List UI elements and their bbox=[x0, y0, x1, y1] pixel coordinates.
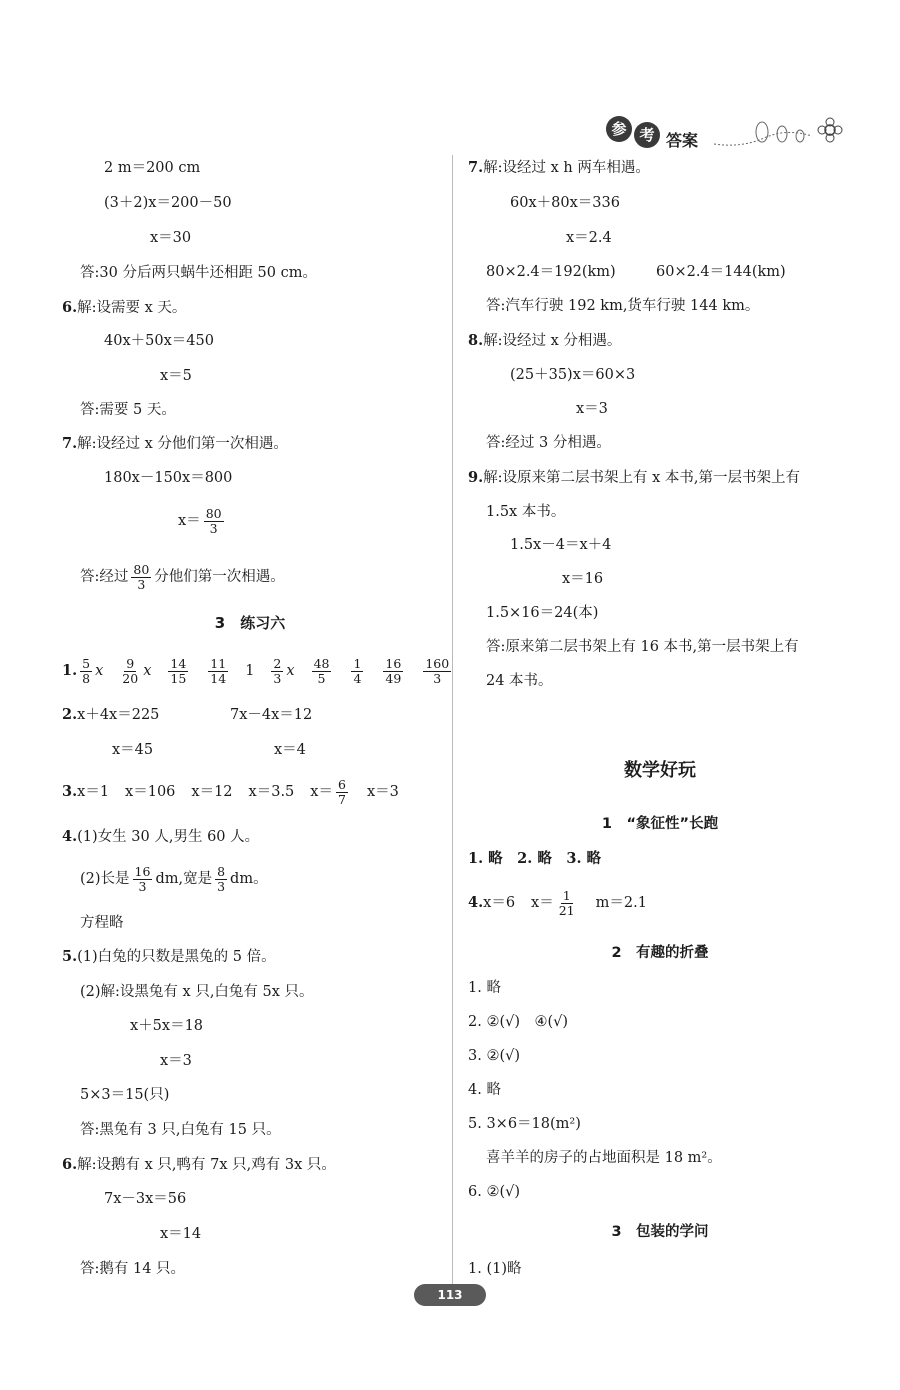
answer-line: 答:原来第二层书架上有 16 本书,第一层书架上有 bbox=[486, 639, 799, 655]
answer-line: 答:经过 $\frac{80}{3}$ 分他们第一次相遇。 bbox=[80, 561, 285, 592]
fraction: $\frac{16}{3}$ bbox=[134, 863, 151, 894]
chapter-title: 数学好玩 bbox=[624, 760, 696, 781]
problem-7: 7.解:设经过 x 分他们第一次相遇。 bbox=[62, 435, 288, 452]
problem-number: 8. bbox=[468, 332, 484, 349]
fraction: $\frac{1}{21}$ bbox=[558, 887, 575, 918]
answer-line: x＝5 bbox=[160, 368, 192, 384]
section-title: 3 包装的学问 bbox=[611, 1224, 709, 1240]
section-title: 3 练习六 bbox=[214, 614, 286, 632]
answer-line: 24 本书。 bbox=[486, 673, 553, 689]
problem-number: 3. bbox=[62, 783, 78, 800]
answer-line: 答:经过 3 分相遇。 bbox=[486, 435, 611, 451]
answer-line: 40x＋50x＝450 bbox=[104, 333, 214, 349]
fraction: $\frac{80}{3}$ bbox=[205, 505, 222, 536]
problem-6: 6.解:设需要 x 天。 bbox=[62, 299, 187, 316]
answer-line: 答:鹅有 14 只。 bbox=[80, 1261, 186, 1277]
answer-line: 4. 略 bbox=[468, 1082, 501, 1098]
page-number: 113 bbox=[414, 1284, 486, 1306]
answer-line: x＝45 bbox=[112, 742, 154, 758]
answer-line: 1. 略 bbox=[468, 980, 501, 996]
answer-line: 7x－3x＝56 bbox=[104, 1191, 187, 1207]
answer-line: 3. ②(√) bbox=[468, 1048, 520, 1064]
fraction: $\frac{6}{7}$ bbox=[337, 776, 346, 807]
problem-9-right: 9.解:设原来第二层书架上有 x 本书,第一层书架上有 bbox=[468, 469, 801, 486]
answer-line: 答:汽车行驶 192 km,货车行驶 144 km。 bbox=[486, 298, 760, 314]
header-badge-2: 考 bbox=[634, 122, 660, 148]
problem-number: 2. bbox=[62, 706, 78, 723]
answer-line: (25＋35)x＝60×3 bbox=[510, 367, 636, 383]
fraction: $\frac{1}{4}$ bbox=[353, 655, 362, 686]
problem-number: 6. bbox=[62, 299, 78, 316]
answer-line: 80×2.4＝192(km) bbox=[486, 264, 616, 280]
answer-line: 1. (1)略 bbox=[468, 1261, 522, 1277]
answer-line: 60×2.4＝144(km) bbox=[656, 264, 786, 280]
problem-number: 4. bbox=[62, 828, 78, 845]
answer-line: 方程略 bbox=[80, 915, 124, 931]
problem-4: 4.(1)女生 30 人,男生 60 人。 bbox=[62, 828, 260, 845]
problem-number: 1. bbox=[62, 662, 78, 679]
problem-number: 9. bbox=[468, 469, 484, 486]
header-badge-1: 参 bbox=[606, 116, 632, 142]
answer-line: 1. 略 2. 略 3. 略 bbox=[468, 850, 602, 867]
section-title: 1 “象征性”长跑 bbox=[601, 816, 719, 832]
answer-line: 喜羊羊的房子的占地面积是 18 m²。 bbox=[486, 1150, 722, 1166]
header-title: 答案 bbox=[666, 131, 699, 150]
problem-number: 5. bbox=[62, 948, 78, 965]
answer-line: x＝ $\frac{80}{3}$ bbox=[178, 505, 222, 536]
answer-line: x＝30 bbox=[150, 230, 192, 246]
fraction: $\frac{2}{3}$ x bbox=[273, 655, 295, 686]
fraction: $\frac{48}{5}$ bbox=[313, 655, 330, 686]
answer-line: 5×3＝15(只) bbox=[80, 1087, 170, 1103]
section-title: 2 有趣的折叠 bbox=[611, 945, 709, 961]
answer-line: x＝16 bbox=[562, 571, 604, 587]
answer-line: 6. ②(√) bbox=[468, 1184, 520, 1200]
problem-3-row: 3.x＝1 x＝106 x＝12 x＝3.5 x＝ $\frac{6}{7}$ x＝3 bbox=[62, 776, 399, 807]
answer-line: 4.x＝6 x＝ $\frac{1}{21}$ m＝2.1 bbox=[468, 887, 647, 918]
fraction: $\frac{8}{3}$ bbox=[217, 863, 226, 894]
fraction: $\frac{5}{8}$ x bbox=[82, 655, 104, 686]
answer-line: 1.5×16＝24(本) bbox=[486, 605, 599, 621]
answer-line: 答:30 分后两只蜗牛还相距 50 cm。 bbox=[80, 265, 317, 281]
answer-line: x＝2.4 bbox=[566, 230, 612, 246]
answer-line: 5. 3×6＝18(m²) bbox=[468, 1116, 581, 1132]
problem-6b: 6.解:设鹅有 x 只,鸭有 7x 只,鸡有 3x 只。 bbox=[62, 1156, 336, 1173]
answer-line: 180x－150x＝800 bbox=[104, 470, 233, 486]
answer-line: (3＋2)x＝200－50 bbox=[104, 195, 232, 211]
flower-decoration-icon bbox=[712, 116, 848, 150]
problem-2-row: 2.x＋4x＝225 bbox=[62, 706, 160, 723]
answer-line: x＝4 bbox=[274, 742, 306, 758]
answer-line: 1.5x－4＝x＋4 bbox=[510, 537, 612, 553]
answer-line: x＝14 bbox=[160, 1226, 202, 1242]
fraction: $\frac{14}{15}$ bbox=[170, 655, 187, 686]
answer-line: 2. ②(√) ④(√) bbox=[468, 1014, 569, 1030]
answer-line: x＋5x＝18 bbox=[130, 1018, 204, 1034]
fraction: $\frac{11}{14}$ bbox=[210, 655, 227, 686]
fraction: $\frac{16}{49}$ bbox=[385, 655, 402, 686]
answer-line: (2)解:设黑兔有 x 只,白兔有 5x 只。 bbox=[80, 984, 314, 1000]
fraction: $\frac{9}{20}$ x bbox=[122, 655, 152, 686]
answer-line: 答:黑兔有 3 只,白兔有 15 只。 bbox=[80, 1122, 281, 1138]
problem-1-row bbox=[62, 654, 468, 688]
problem-5: 5.(1)白兔的只数是黑兔的 5 倍。 bbox=[62, 948, 276, 965]
problem-number: 7. bbox=[62, 435, 78, 452]
answer-line: x＝3 bbox=[160, 1053, 192, 1069]
answer-line: 60x＋80x＝336 bbox=[510, 195, 620, 211]
problem-number: 6. bbox=[62, 1156, 78, 1173]
answer-line: 2 m＝200 cm bbox=[104, 160, 201, 176]
problem-number: 7. bbox=[468, 159, 484, 176]
answer-line: 7x－4x＝12 bbox=[230, 707, 313, 723]
fraction: $\frac{160}{3}$ bbox=[425, 655, 450, 686]
answer-value: 1 bbox=[245, 663, 255, 679]
answer-key-header bbox=[600, 112, 850, 152]
answer-line: 答:需要 5 天。 bbox=[80, 402, 176, 418]
answer-line: x＝3 bbox=[576, 401, 608, 417]
problem-7-right: 7.解:设经过 x h 两车相遇。 bbox=[468, 159, 650, 176]
problem-8-right: 8.解:设经过 x 分相遇。 bbox=[468, 332, 622, 349]
answer-line: 1.5x 本书。 bbox=[486, 504, 566, 520]
fraction: $\frac{80}{3}$ bbox=[133, 561, 150, 592]
answer-line: (2)长是 $\frac{16}{3}$ dm,宽是 $\frac{8}{3}$ dm。 bbox=[80, 863, 268, 894]
column-divider bbox=[452, 155, 453, 1285]
